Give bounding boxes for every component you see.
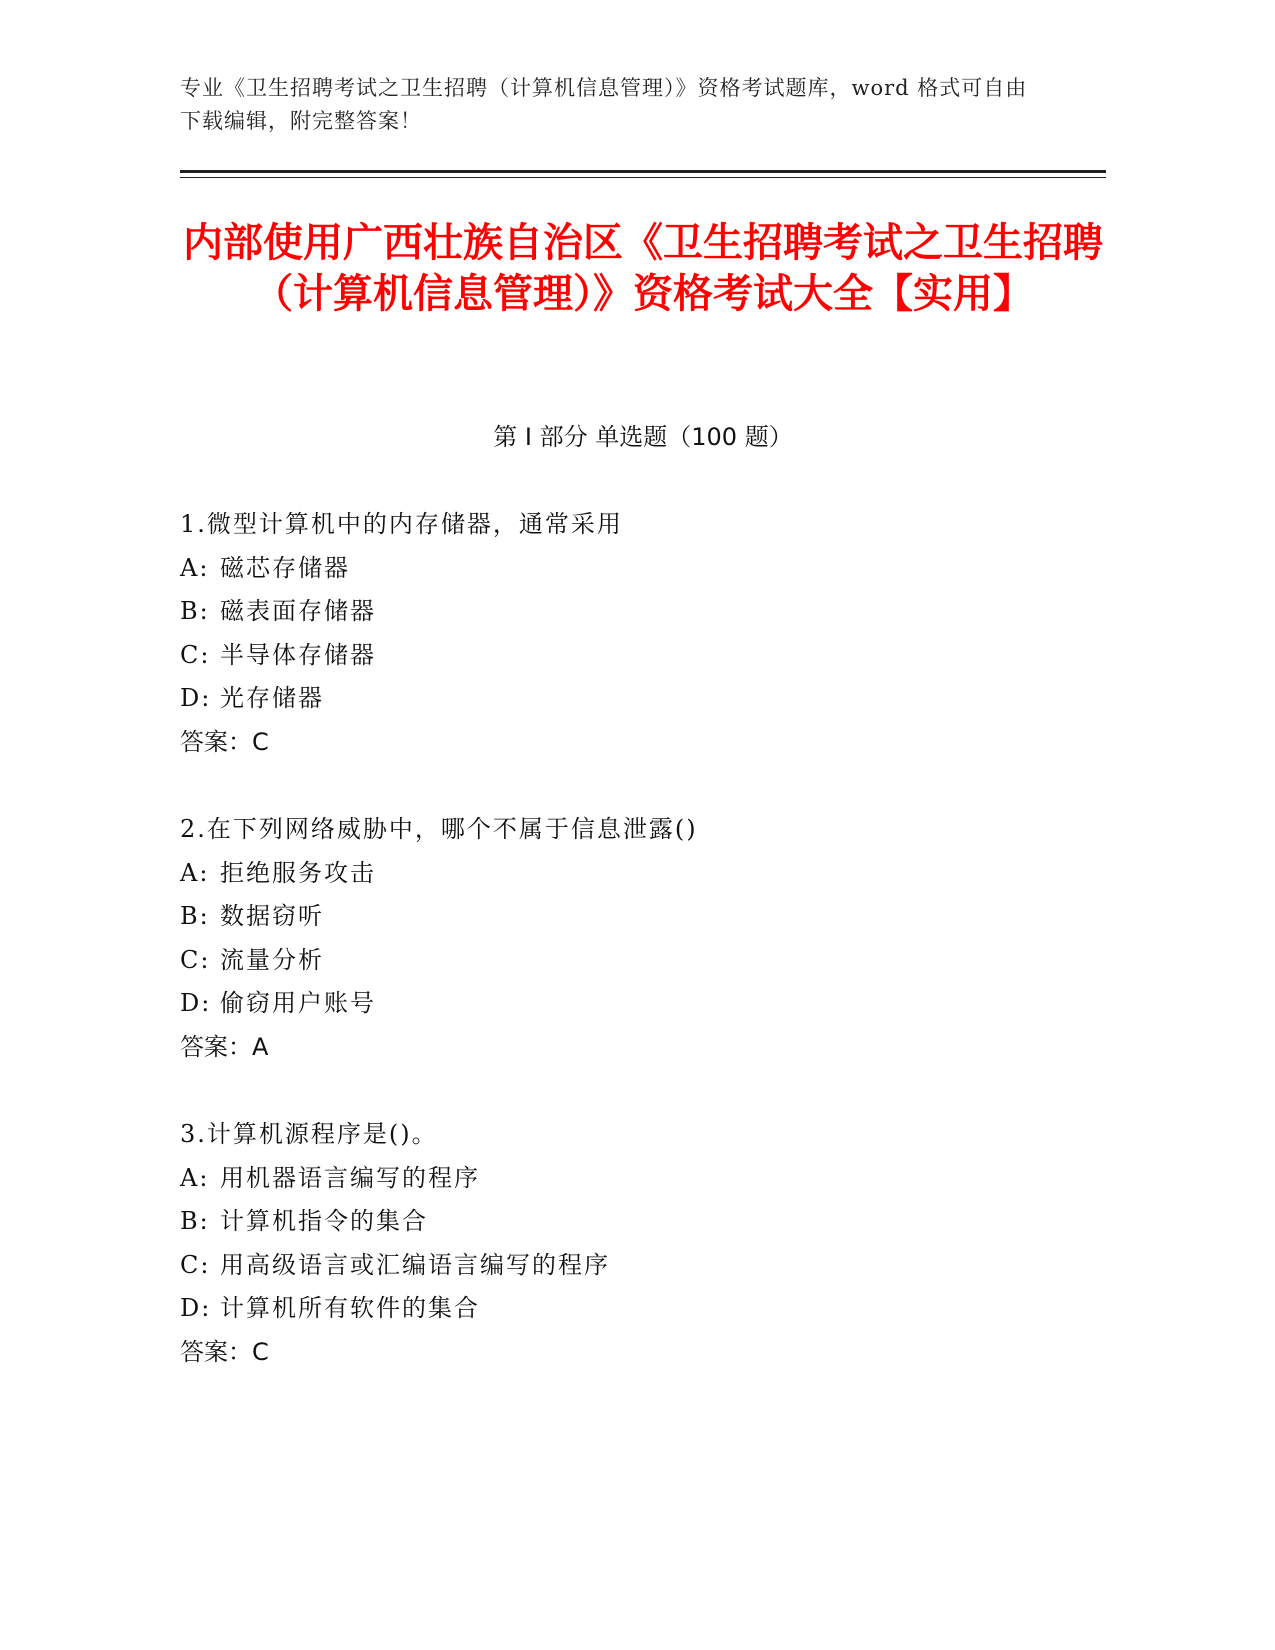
option-text: 数据窃听 bbox=[220, 902, 324, 930]
option-letter: C: bbox=[180, 945, 211, 974]
header-divider-thick bbox=[180, 170, 1106, 173]
option-letter: A: bbox=[180, 553, 210, 582]
option-c bbox=[180, 1244, 1080, 1288]
answer-line: 答案：C bbox=[180, 1337, 269, 1366]
option-letter: A: bbox=[180, 1163, 210, 1192]
option-text: 流量分析 bbox=[220, 945, 324, 974]
option-letter: B: bbox=[180, 902, 210, 930]
document-title: 内部使用广西壮族自治区《卫生招聘考试之卫生招聘（计算机信息管理）》资格考试大全【实用】 bbox=[183, 220, 1103, 317]
option-letter: B: bbox=[180, 1207, 210, 1235]
option-letter: D: bbox=[180, 989, 212, 1017]
question-block bbox=[180, 503, 1080, 764]
option-text: 计算机指令的集合 bbox=[220, 1207, 428, 1235]
option-letter: A: bbox=[180, 858, 210, 887]
question-block bbox=[180, 808, 1080, 1069]
option-text: 用高级语言或汇编语言编写的程序 bbox=[220, 1250, 610, 1279]
option-a bbox=[180, 547, 1080, 591]
question-stem: 1.微型计算机中的内存储器，通常采用 bbox=[180, 510, 623, 538]
option-d bbox=[180, 677, 1080, 721]
question-block bbox=[180, 1113, 1080, 1374]
header-note: 专业《卫生招聘考试之卫生招聘（计算机信息管理）》资格考试题库，word 格式可自由下载编辑，附完整答案！ bbox=[180, 76, 1028, 133]
option-a bbox=[180, 852, 1080, 896]
option-c bbox=[180, 634, 1080, 678]
answer-line: 答案：A bbox=[180, 1032, 269, 1061]
option-text: 磁芯存储器 bbox=[220, 553, 350, 582]
option-letter: D: bbox=[180, 1294, 212, 1322]
option-text: 计算机所有软件的集合 bbox=[220, 1294, 480, 1322]
option-c bbox=[180, 939, 1080, 983]
option-b bbox=[180, 590, 1080, 634]
option-letter: D: bbox=[180, 684, 212, 712]
question-stem: 2.在下列网络威胁中，哪个不属于信息泄露() bbox=[180, 815, 698, 843]
option-text: 光存储器 bbox=[220, 684, 324, 712]
option-text: 磁表面存储器 bbox=[220, 597, 376, 625]
section-heading: 第 I 部分 单选题（100 题） bbox=[493, 423, 793, 451]
option-b bbox=[180, 895, 1080, 939]
option-b bbox=[180, 1200, 1080, 1244]
option-d bbox=[180, 1287, 1080, 1331]
option-text: 偷窃用户账号 bbox=[220, 989, 376, 1017]
option-letter: B: bbox=[180, 597, 210, 625]
option-text: 半导体存储器 bbox=[220, 640, 376, 669]
answer-line: 答案：C bbox=[180, 727, 269, 756]
option-letter: C: bbox=[180, 640, 211, 669]
header-divider-thin bbox=[180, 177, 1106, 178]
option-text: 拒绝服务攻击 bbox=[220, 858, 376, 887]
question-stem: 3.计算机源程序是()。 bbox=[180, 1120, 438, 1148]
option-text: 用机器语言编写的程序 bbox=[220, 1163, 480, 1192]
option-d bbox=[180, 982, 1080, 1026]
option-a bbox=[180, 1157, 1080, 1201]
option-letter: C: bbox=[180, 1250, 211, 1279]
